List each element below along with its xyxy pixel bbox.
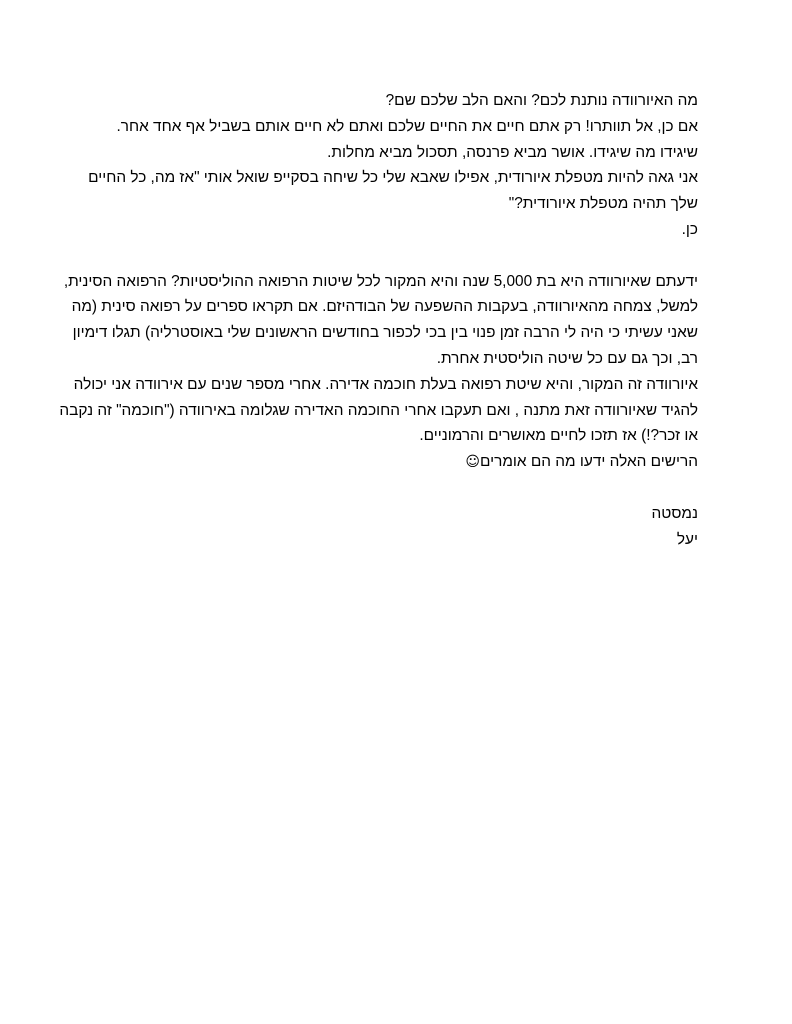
- text-fragment: הרישים האלה ידעו מה הם אומרים: [479, 453, 698, 471]
- text-line: שאני עשיתי כי היה לי הרבה זמן פנוי בין בכי לכפור בחודשים הראשונים שלי באוסטרליה) תגלו דימיון: [72, 324, 698, 342]
- smiley-icon: ☺: [465, 454, 480, 471]
- paragraph-spacer: [96, 475, 698, 501]
- text-line: אם כן, אל תוותרו! רק אתם חיים את החיים שלכם ואתם לא חיים אותם בשביל אף אחד אחר.: [116, 117, 698, 135]
- paragraph-ayurveda-history: [59, 269, 698, 475]
- text-line: להגיד שאיורוודה זאת מתנה , ואם תעקבו אחרי החוכמה האדירה שגלומה באירוודה ("חוכמה" זה נקבה: [59, 401, 698, 419]
- text-line: רב, וכך גם עם כל שיטה הוליסטית אחרת.: [436, 349, 698, 367]
- signature: יעל: [676, 530, 698, 548]
- text-line: איורוודה זה המקור, והיא שיטת רפואה בעלת חוכמה אדירה. אחרי מספר שנים עם אירוודה אני יכולה: [73, 375, 698, 393]
- text-line: אני גאה להיות מטפלת איורודית, אפילו שאבא שלי כל שיחה בסקייפ שואל אותי "אז מה, כל החיים: [88, 169, 698, 187]
- text-line: כן.: [681, 220, 698, 238]
- document-page: [59, 88, 698, 552]
- paragraph-intro: [88, 88, 698, 243]
- closing-greeting: נמסטה: [651, 504, 698, 522]
- text-line-with-smiley: [96, 449, 698, 475]
- text-line: למשל, צמחה מהאיורוודה, בעקבות ההשפעה של הבודהיזם. אם תקראו ספרים על רפואה סינית (מה: [71, 298, 698, 316]
- paragraph-spacer: [96, 243, 698, 269]
- text-line: שיגידו מה שיגידו. אושר מביא פרנסה, תסכול מביא מחלות.: [327, 143, 698, 161]
- text-line: שלך תהיה מטפלת איורודית?": [508, 195, 698, 213]
- text-line: מה האיורוודה נותנת לכם? והאם הלב שלכם שם?: [385, 92, 698, 109]
- text-line: או זכר?!) אז תזכו לחיים מאושרים והרמוניים.: [419, 427, 698, 445]
- closing-block: [96, 501, 698, 553]
- text-line: ידעתם שאיורוודה היא בת 5,000 שנה והיא המקור לכל שיטות הרפואה ההוליסטיות? הרפואה הסינית,: [63, 272, 698, 290]
